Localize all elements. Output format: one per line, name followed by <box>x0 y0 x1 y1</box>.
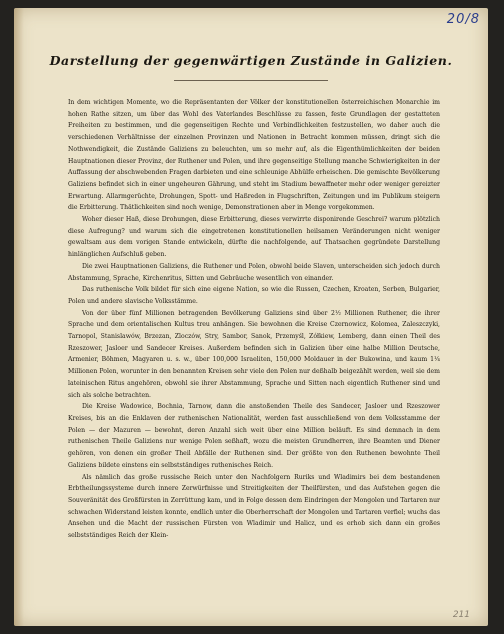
paper-edge-stain <box>14 8 24 626</box>
document-title: Darstellung der gegenwärtigen Zustände in Galizien. <box>49 53 453 68</box>
paragraph-2: Woher dieser Haß, diese Drohungen, diese Erbitterung, dieses verwirrte disponirende Geschrei? warum plötzlich diese Aufregung? und warum sich die eingetretenen konstitutionellen heilsamen Veränderungen nicht weniger gewaltsam aus dem vorigen Stande entwickeln, dürfte die nachfolgende, auf Thatsachen gegründete Darstellung hinlänglichen Aufschluß geben. <box>68 216 440 259</box>
document-page <box>14 8 488 626</box>
paragraph-1: In dem wichtigen Momente, wo die Repräsentanten der Völker der konstitutionellen österreichischen Monarchie im hohen Rathe sitzen, um über das Wohl des Vaterlandes Beschlüsse zu fassen, feste Grundlagen der gestatteten Freiheiten zu bestimmen, und die gegenseitigen Rechte und Verbindlichkeiten festzustellen, wo daher auch die verschiedenen Verhältnisse der einzelnen Provinzen und Nationen in Betracht kommen müssen, dringt sich die Nothwendigkeit, die Zustände Galiziens zu beleuchten, um so mehr auf, als die Eigenthümlichkeiten der beiden Hauptnationen dieser Provinz, der Ruthener und Polen, und ihre gegenseitige Stellung manche Schwierigkeiten in der Auffassung der abschwebenden Fragen darbieten und eine schleunige Abhülfe erheischen. Die gemischte Bevölkerung Galiziens befindet sich in einer ungeheuren Gährung, und steht im Stadium bewaffneter mehr oder weniger gereizter Erwartung. Allarmgerüchte, Drohungen, Spott- und Haßreden in Flugschriften, Zeitungen und im Publikum steigern die Erbitterung. Thätlichkeiten sind noch wenige, Demonstrationen aber in Menge vorgekommen. <box>68 99 440 212</box>
paragraph-4: Das ruthenische Volk bildet für sich eine eigene Nation, so wie die Russen, Czechen, Kroaten, Serben, Bulgarier, Polen und andere slavische Volksstämme. <box>68 286 440 305</box>
paragraph-6: Die Kreise Wadowice, Bochnia, Tarnow, dann die anstoßenden Theile des Sandecer, Jasloer und Rzeszower Kreises, bis an die Enklaven der ruthenischen Nationalität, werden fast ausschließend von dem Volksstamme der Polen — der Mazuren — bewohnt, deren Anzahl sich weit über eine Million beläuft. Es sind demnach in dem ruthenischen Theile Galiziens nur wenige Polen seßhaft, wozu die meisten Grundherren, ihre Beamten und Diener gehören, von denen ein großer Theil Abfälle der Ruthenen sind. Der größte von den Ruthenen bewohnte Theil Galiziens bildete einstens ein selbstständiges ruthenisches Reich. <box>68 403 440 469</box>
paragraph-7: Als nämlich das große russische Reich unter den Nachfolgern Ruriks und Wladimirs bei dem bestandenen Erbtheilungssysteme durch innere Zerwürfnisse und Streitigkeiten der Theilfürsten, und das Aufstehen gegen die Souveränität des Großfürsten in Zerrüttung kam, und in Folge dessen dem Eindringen der Mongolen und Tartaren nur schwachen Widerstand leisten konnte, endlich unter die Oberherrschaft der Mongolen und Tartaren verfiel; wuchs das Ansehen und die Macht der russischen Fürsten von Wladimir und Halicz, und es erhob sich dann ein großes selbstständiges Reich der Klein- <box>68 473 440 540</box>
title-rule <box>174 80 328 81</box>
paragraph-3: Die zwei Hauptnationen Galiziens, die Ruthener und Polen, obwohl beide Slaven, unterscheiden sich jedoch durch Abstammung, Sprache, Kirchenritus, Sitten und Gebräuche wesentlich von einander. <box>68 262 440 282</box>
archive-number: 20/8 <box>446 12 480 27</box>
pencil-mark: 211 <box>452 610 470 620</box>
paragraph-5: Von der über fünf Millionen betragenden Bevölkerung Galiziens sind über 2½ Millionen Ruthener, die ihrer Sprache und dem orientalischen Kultus treu anhängen. Sie bewohnen die Kreise Czernowicz, Kolomea, Zaleszczyki, Tarnopol, Stanislawów, Brzezan, Zloczów, Stry, Sambor, Sanok, Przemyśl, Zółkiew, Lemberg, dann einen Theil des Rzeszower, Jasloer und Sandecer Kreises. Außerdem befinden sich in Galizien über eine halbe Million Deutsche, Armenier, Böhmen, Magyaren u. s. w., über 100,000 Israeliten, 150,000 Moldauer in der Bukowina, und kaum 1¼ Millionen Polen, worunter in den benannten Kreisen sehr viele den Polen nur deßhalb beigezählt werden, weil sie dem lateinischen Ritus angehören, obwohl sie ihrer Abstammung, Sprache und Sitten nach eigentlich Ruthener sind und sich als solche betrachten. <box>68 309 440 399</box>
document-body <box>68 97 440 542</box>
